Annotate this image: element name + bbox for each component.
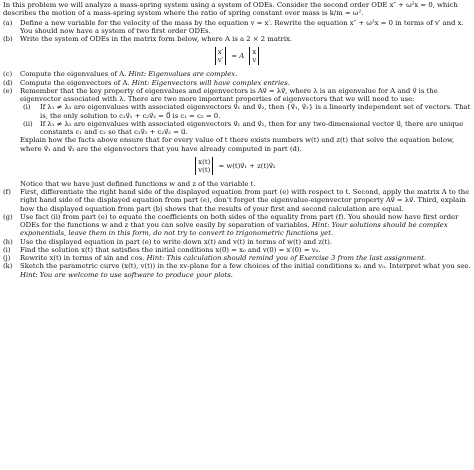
part-label: (b) (3, 35, 13, 43)
part-e-fact-i (3, 103, 471, 120)
part-k (3, 262, 471, 279)
part-text: Rewrite x(t) in terms of sin and cos. (20, 254, 145, 262)
problem-intro: In this problem we will analyze a mass-spring system using a system of ODEs. Consider the second order ODE x″ + ω²x = 0, which describes the motion of a mass-spring system where the ratio of spring constant over mass is k/m = ω². (3, 1, 458, 18)
part-hint: Hint: Eigenvectors will have complex entries. (131, 78, 290, 87)
part-e-fact-ii (3, 120, 471, 137)
part-text: Remember that the key property of eigenvalues and eigenvectors is Av⃗ = λv⃗, where λ is an eigenvalue for A and v⃗ is the eigenvector associated with λ. There are two more important properties of eigenvectors that we will need to use: (20, 86, 438, 103)
decomposition-equation (3, 157, 471, 175)
part-b (3, 35, 471, 43)
fact-label: (i) (23, 103, 31, 112)
part-text: Use the displayed equation in part (e) to write down x(t) and v(t) in terms of w(t) and z(t). (20, 237, 333, 246)
part-text: Write the system of ODEs in the matrix form below, where A is a 2 × 2 matrix. (20, 35, 293, 43)
part-text: Sketch the parametric curve (x(t), v(t)) in the xv-plane for a few choices of the initial conditions x₀ and v₀. Interpret what you see. (20, 262, 471, 271)
part-label: (k) (3, 262, 13, 271)
lhs-vector: x′ v′ (215, 47, 226, 65)
part-i (3, 246, 471, 254)
part-label: (f) (3, 188, 11, 196)
state-vector: x(t) v(t) (195, 157, 213, 175)
part-label: (a) (3, 18, 13, 27)
part-text: Use fact (ii) from part (e) to equate the coefficients on both sides of the equality from part (f). You should now have first order ODEs for the functions w and z that you can solve easily by separation of variables. (20, 212, 459, 229)
part-label: (e) (3, 86, 13, 95)
fact-text: If λ₁ ≠ λ₂ are eigenvalues with associated eigenvectors v⃗₁ and v⃗₂, then {v⃗₁, v⃗₂} is a linearly independent set of vectors. That is, the only solution to c₁v⃗₁ + c₂v⃗₂ = 0⃗ is c₁ = c₂ = 0. (40, 103, 471, 120)
part-h (3, 238, 471, 246)
part-f (3, 188, 471, 213)
part-hint: Hint: You are welcome to use software to produce your plots. (20, 270, 233, 279)
part-hint: Hint: This calculation should remind you of Exercise 3 from the last assignment. (146, 254, 427, 262)
fact-text: If λ₁ ≠ λ₂ are eigenvalues with associated eigenvectors v⃗₁ and v⃗₂, then for any two-dimensional vector u⃗, there are unique constants c₁ and c₂ so that c₁v⃗₁ + c₂v⃗₂ = u⃗. (40, 119, 464, 136)
part-e-notice: Notice that we have just defined functions w and z of the variable t. (20, 179, 256, 188)
part-label: (j) (3, 254, 11, 262)
part-e (3, 87, 471, 104)
part-label: (c) (3, 70, 13, 79)
equals-a: = A (231, 52, 245, 61)
part-text: Find the solution x(t) that satisfies the initial conditions x(0) = x₀ and v(0) = x′(0) = v₀. (20, 245, 321, 254)
part-text: Define a new variable for the velocity of the mass by the equation v = x′. Rewrite the equation x″ + ω²x = 0 in terms of v′ and x. You should now have a system of two first order ODEs. (20, 18, 464, 35)
part-d (3, 79, 471, 87)
part-label: (i) (3, 245, 11, 254)
decomposition-rhs: = w(t)v⃗₁ + z(t)v⃗₂ (218, 161, 276, 170)
part-c (3, 70, 471, 78)
part-text: Compute the eigenvectors of A. (20, 78, 130, 87)
rhs-vector: x v (249, 47, 259, 65)
part-label: (g) (3, 212, 13, 221)
part-label: (h) (3, 237, 13, 246)
part-a (3, 19, 471, 36)
part-hint: Hint: Eigenvalues are complex. (128, 70, 238, 79)
part-e-explain: Explain how the facts above ensure that for every value of t there exists numbers w(t) and z(t) that solve the equation below, where v⃗₁ and v⃗₂ are the eigenvectors that you have already computed in part (d). (20, 136, 455, 153)
part-hint: Hint: Your solutions should be complex exponentials, leave them in this form, do not try to convert to trigonometric functions yet. (20, 221, 448, 238)
part-g (3, 213, 471, 238)
part-text: Compute the eigenvalues of A. (20, 70, 127, 79)
part-j (3, 254, 471, 262)
fact-label: (ii) (23, 119, 33, 128)
matrix-equation (3, 47, 471, 65)
part-text: First, differentiate the right hand side of the displayed equation from part (e) with respect to t. Second, apply the matrix A to the right hand side of the displayed equation from part (e), don’t forget the eigenvalue-eigenvector property Av⃗ = λv⃗. Third, explain how the displayed equation from part (b) shows that the results of your first and second calculation are equal. (20, 188, 470, 213)
part-label: (d) (3, 78, 13, 87)
